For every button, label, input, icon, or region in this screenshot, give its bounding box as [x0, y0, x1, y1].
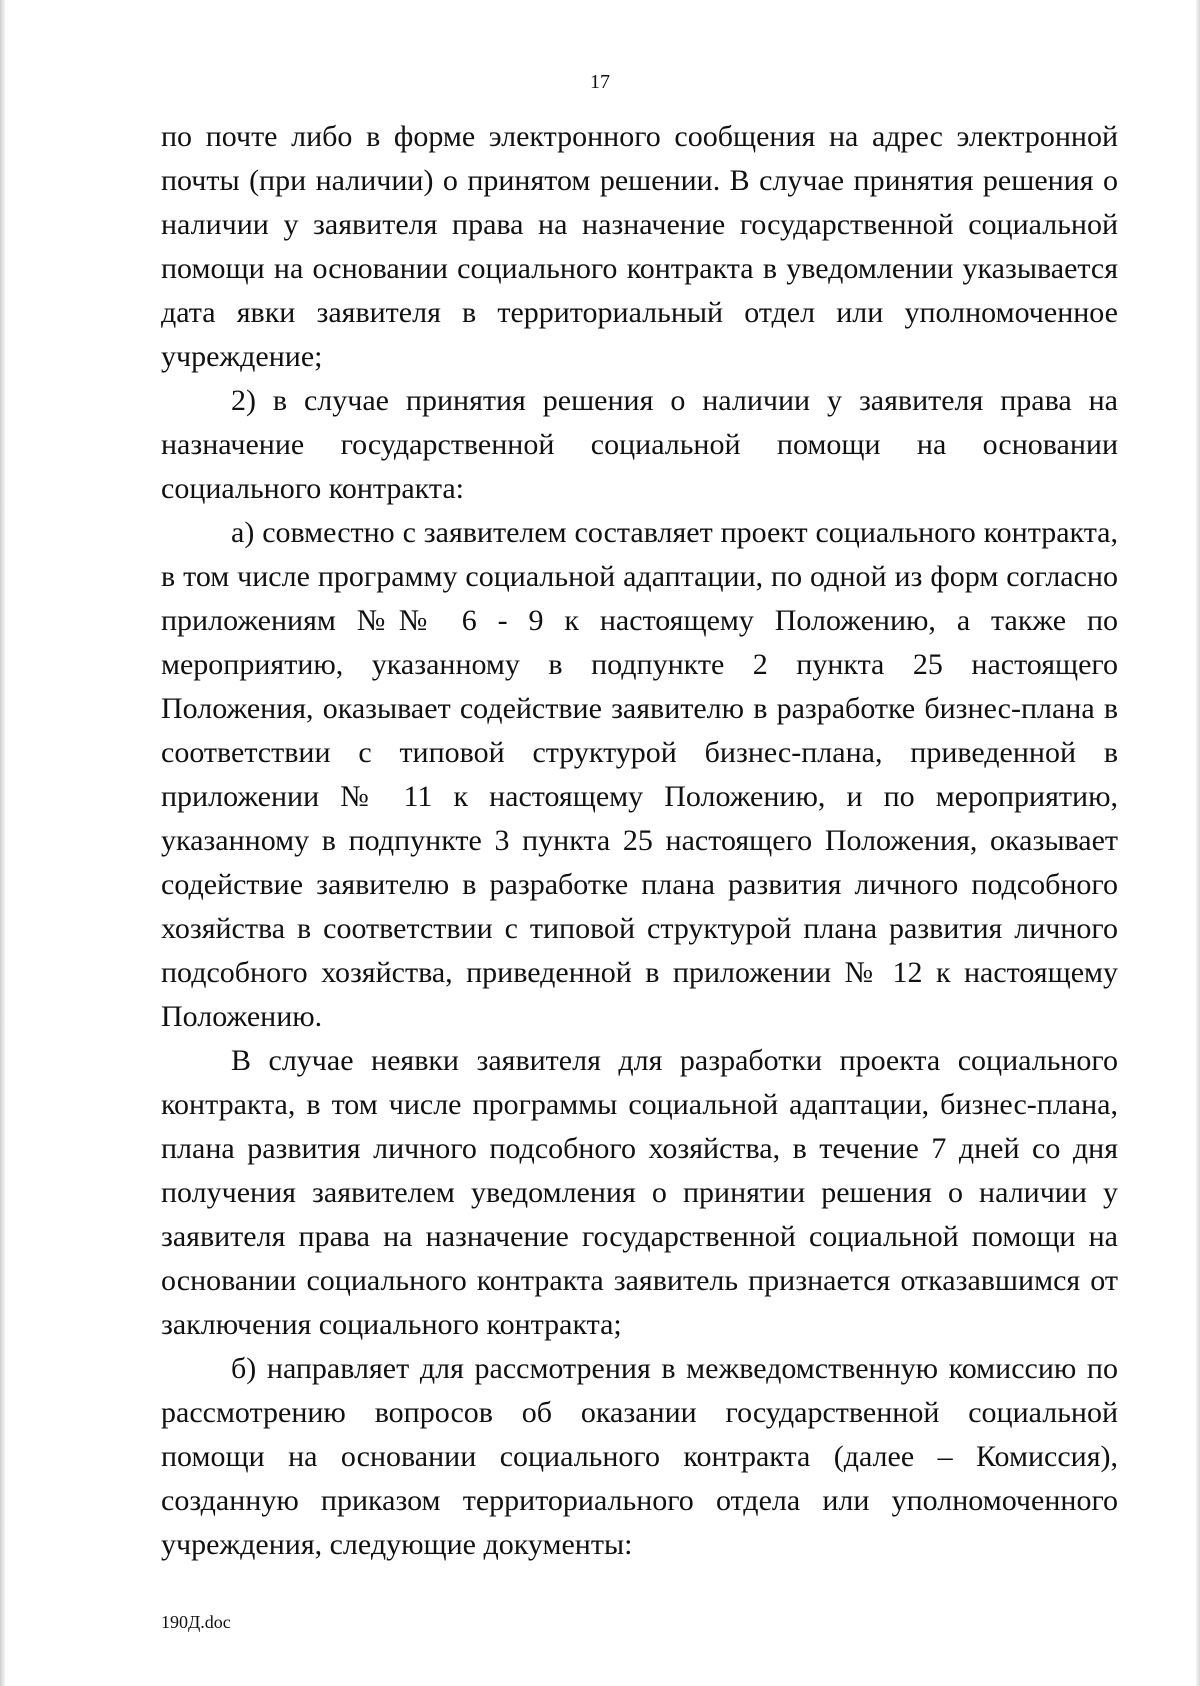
paragraph-subitem-a: а) совместно с заявителем составляет проект социального контракта, в том числе программу социальной адаптации, по одной из форм согласно приложениям №№ 6 - 9 к настоящему Положению, а также по мероприятию, указанному в подпункте 2 пункта 25 настоящего Положения, оказывает содействие заявителю в разработке бизнес-плана в соответствии с типовой структурой бизнес-плана, приведенной в приложении № 11 к настоящему Положению, и по мероприятию, указанному в подпункте 3 пункта 25 настоящего Положения, оказывает содействие заявителю в разработке плана развития личного подсобного хозяйства в соответствии с типовой структурой плана развития личного подсобного хозяйства, приведенной в приложении № 12 к настоящему Положению. — [161, 516, 1118, 1033]
paragraph-non-appearance: В случае неявки заявителя для разработки проекта социального контракта, в том числе программы социальной адаптации, бизнес-плана, плана развития личного подсобного хозяйства, в течение 7 дней со дня получения заявителем уведомления о принятии решения о наличии у заявителя права на назначение государственной социальной помощи на основании социального контракта заявитель признается отказавшимся от заключения социального контракта; — [161, 1044, 1118, 1341]
page-number: 17 — [590, 71, 610, 93]
paragraph-subitem-b: б) направляет для рассмотрения в межведомственную комиссию по рассмотрению вопросов об оказании государственной социальной помощи на основании социального контракта (далее – Комиссия), созданную приказом территориального отдела или уполномоченного учреждения, следующие документы: — [161, 1352, 1118, 1561]
footer-filename: 190Д.doc — [161, 1612, 231, 1632]
paragraph-item-2: 2) в случае принятия решения о наличии у заявителя права на назначение государственной социальной помощи на основании социального контракта: — [161, 384, 1118, 505]
document-body — [161, 115, 1118, 1567]
scan-edge-right — [1196, 0, 1200, 1686]
scan-edge-left — [0, 0, 5, 1686]
paragraph-continuation: по почте либо в форме электронного сообщения на адрес электронной почты (при наличии) о принятом решении. В случае принятия решения о наличии у заявителя права на назначение государственной социальной помощи на основании социального контракта в уведомлении указывается дата явки заявителя в территориальный отдел или уполномоченное учреждение; — [161, 120, 1118, 373]
